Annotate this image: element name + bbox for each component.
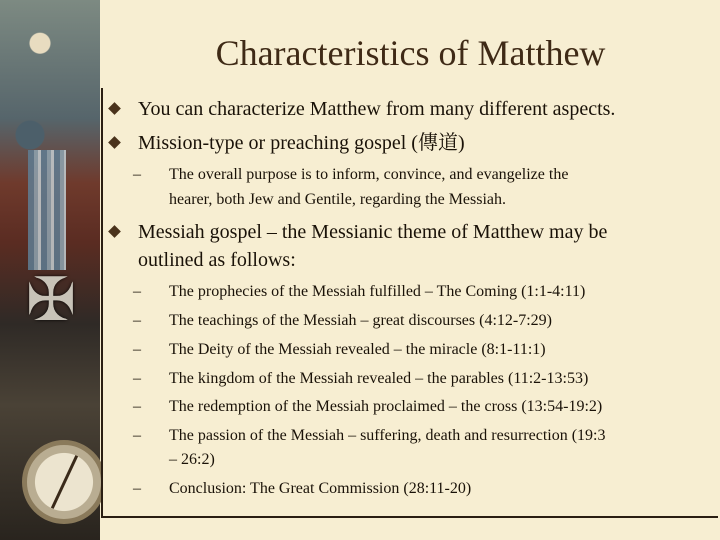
compass-icon <box>22 440 106 524</box>
outline-text: The prophecies of the Messiah fulfilled – The Coming (1:1-4:11) <box>169 283 586 300</box>
outline-text: The kingdom of the Messiah revealed – the parables (11:2-13:53) <box>169 370 589 387</box>
dash-marker: – <box>133 480 141 497</box>
slide-title: Characteristics of Matthew <box>215 33 606 73</box>
dash-marker: – <box>133 312 141 329</box>
dash-marker: – <box>133 370 141 387</box>
outline-text: The passion of the Messiah – suffering, death and resurrection (19:3 <box>169 427 606 444</box>
sub-text-line: The overall purpose is to inform, convince, and evangelize the <box>169 166 569 183</box>
outline-text: The redemption of the Messiah proclaimed – the cross (13:54-19:2) <box>169 398 603 415</box>
bullet-text: Mission-type or preaching gospel (傳道) <box>138 132 465 154</box>
outline-text: – 26:2) <box>169 451 215 468</box>
bullet-text: Messiah gospel – the Messianic theme of Matthew may be <box>138 221 608 243</box>
maltese-cross-icon: ✠ <box>25 267 77 333</box>
bullet-text: outlined as follows: <box>138 249 296 271</box>
decorative-image-strip <box>0 0 100 540</box>
outline-text: The teachings of the Messiah – great discourses (4:12-7:29) <box>169 312 553 329</box>
bullet-text: You can characterize Matthew from many different aspects. <box>138 98 616 120</box>
dash-marker: – <box>133 341 141 358</box>
dash-marker: – <box>133 398 141 415</box>
sub-text-line: hearer, both Jew and Gentile, regarding the Messiah. <box>169 191 507 208</box>
dash-marker: – <box>133 427 141 444</box>
medal-ribbon-image <box>28 150 66 270</box>
dash-marker: – <box>133 166 141 183</box>
outline-text: The Deity of the Messiah revealed – the miracle (8:1-11:1) <box>169 341 546 358</box>
outline-text: Conclusion: The Great Commission (28:11-20) <box>169 480 472 497</box>
dash-marker: – <box>133 283 141 300</box>
